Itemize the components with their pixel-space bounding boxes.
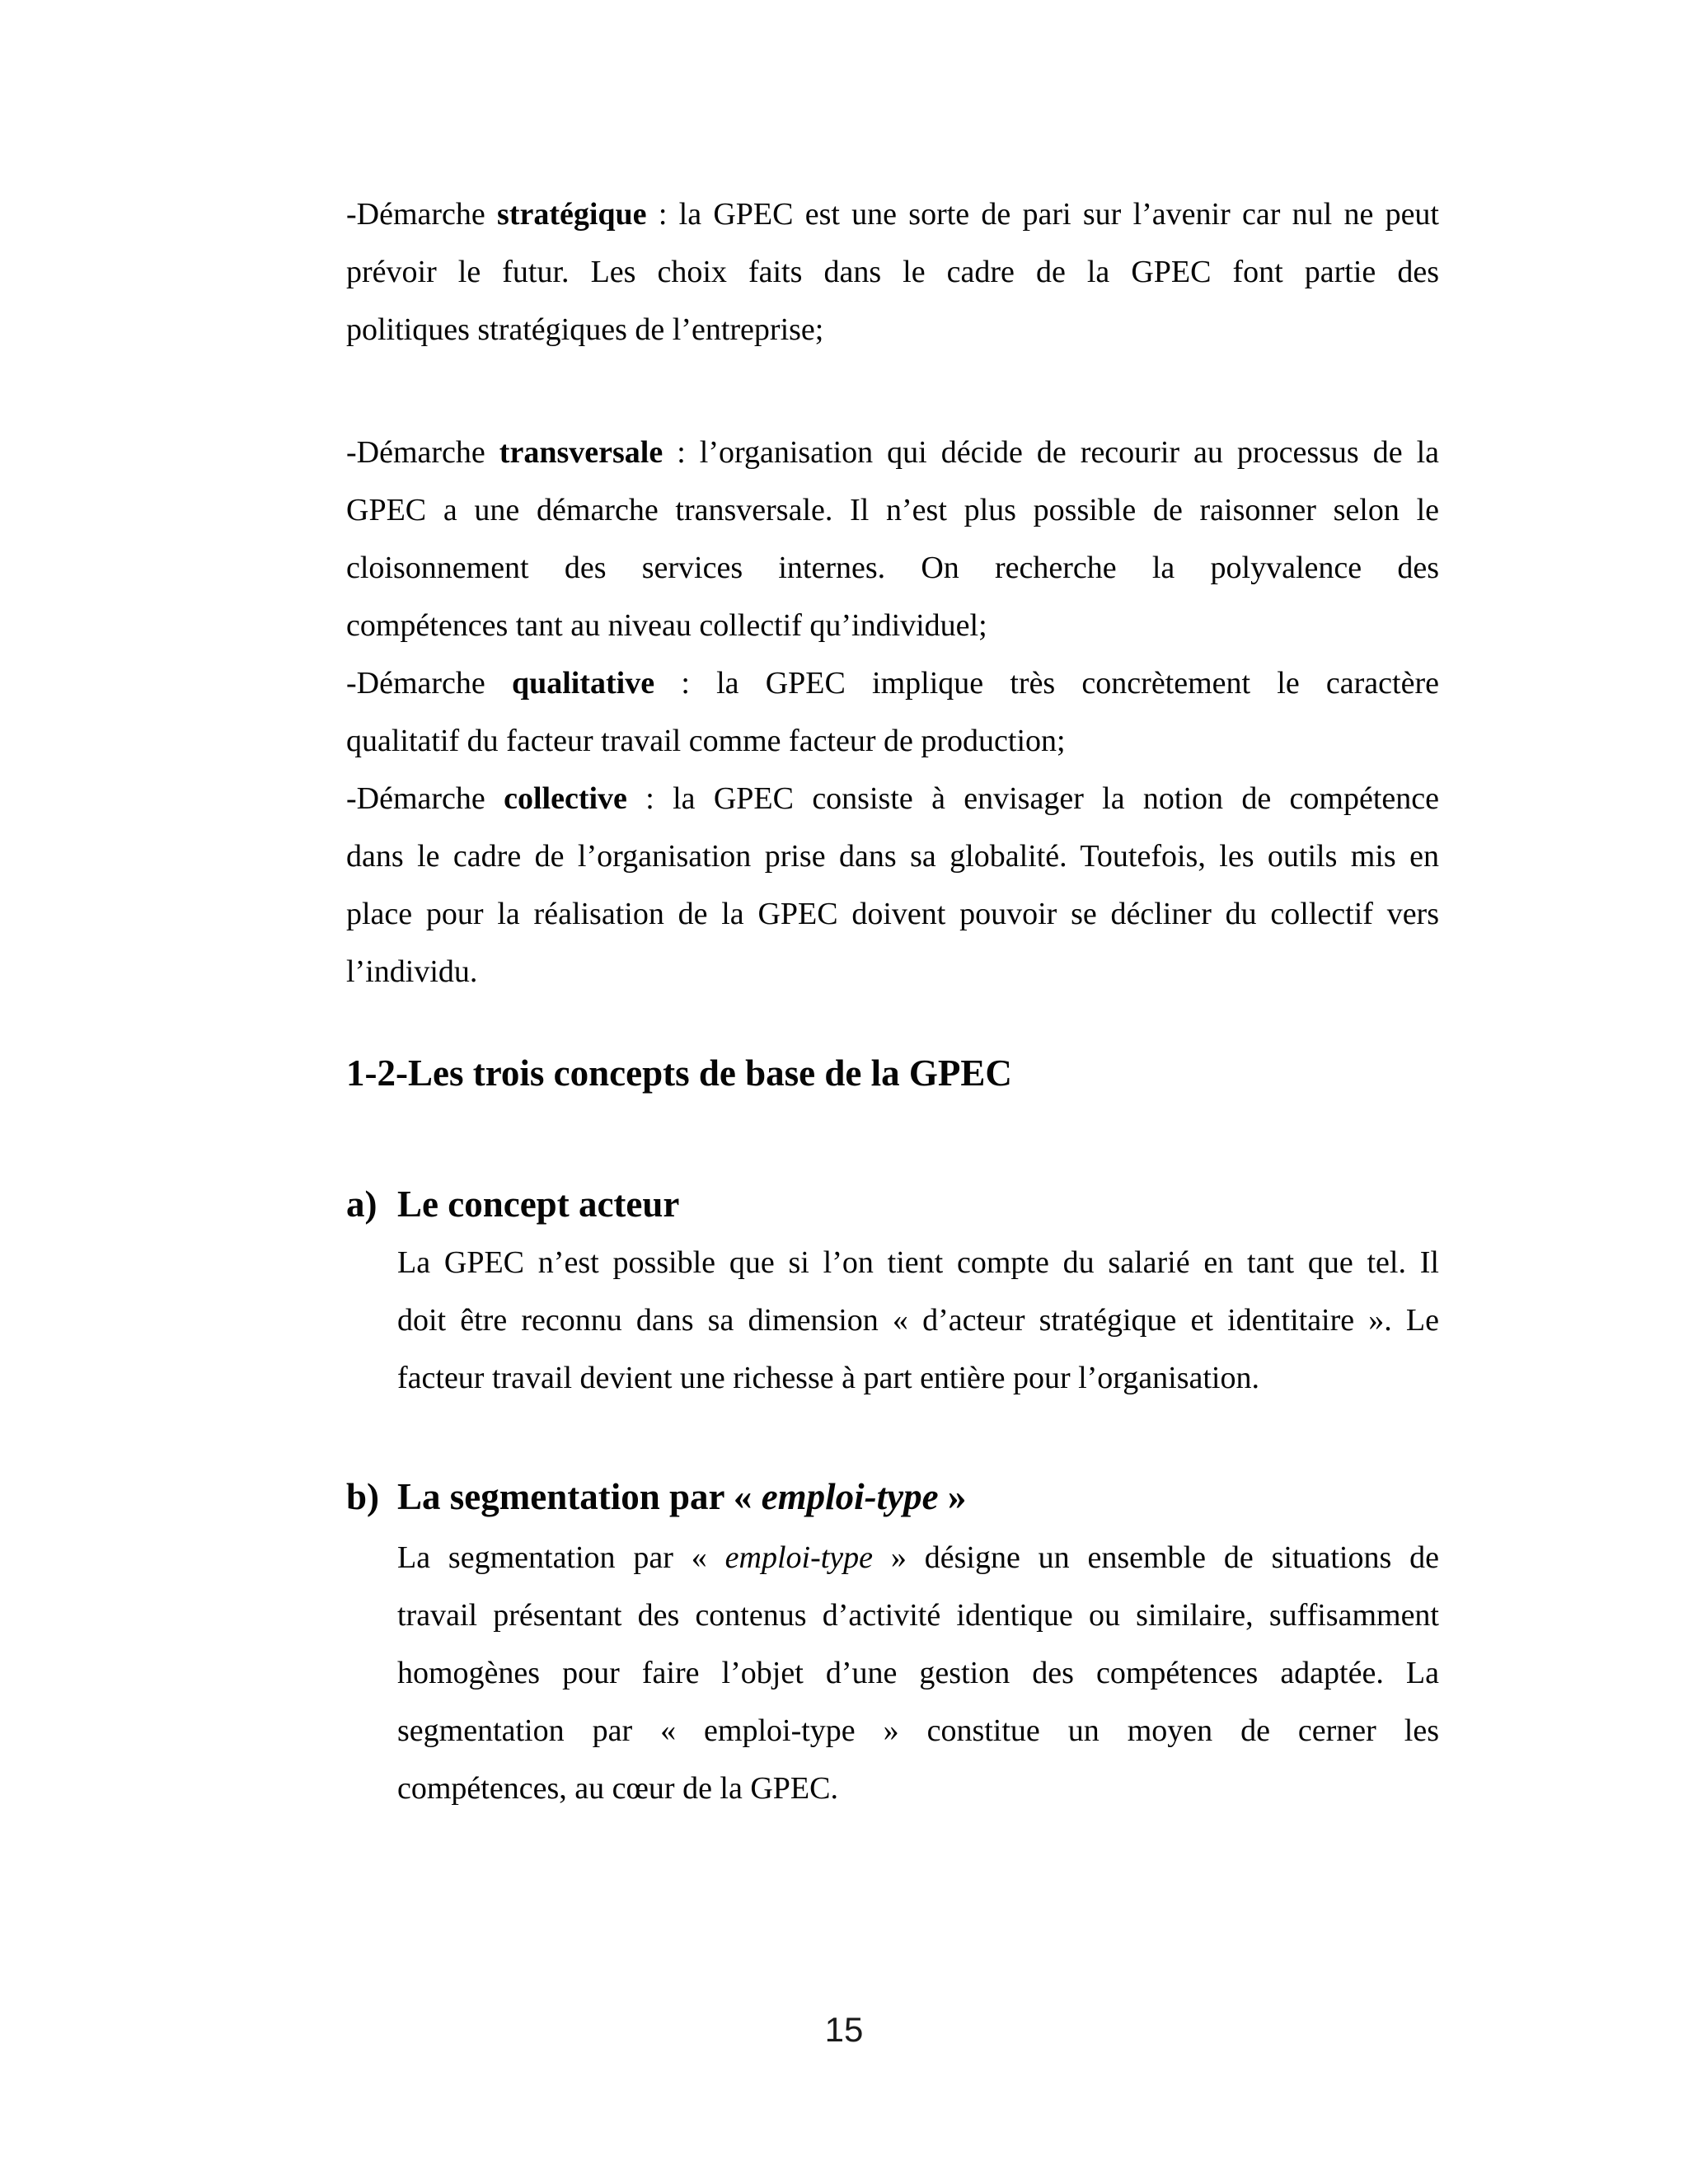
paragraph-demarche-qualitative xyxy=(346,654,1439,770)
text-line xyxy=(346,185,1439,243)
bold-term-qualitative: qualitative xyxy=(511,666,655,701)
text-line: politiques stratégiques de l’entreprise; xyxy=(346,312,824,347)
text-line xyxy=(346,424,1439,481)
paragraph-demarche-collective xyxy=(346,770,1439,1001)
line-prefix: -Démarche xyxy=(346,666,512,701)
text-line xyxy=(397,1529,1439,1586)
text-line: compétences, au cœur de la GPEC. xyxy=(397,1771,838,1806)
bold-term-transversale: transversale xyxy=(499,435,663,470)
bold-term-strategique: stratégique xyxy=(497,197,647,232)
line-rest: » désigne un ensemble de situations de xyxy=(873,1540,1439,1575)
paragraph-concept-acteur xyxy=(397,1234,1439,1407)
text-line: facteur travail devient une richesse à part entière pour l’organisation. xyxy=(397,1361,1259,1395)
line-rest: : la GPEC implique très concrètement le caractère xyxy=(654,666,1439,701)
line-prefix: -Démarche xyxy=(346,435,499,470)
text-line: dans le cadre de l’organisation prise dans sa globalité. Toutefois, les outils mis en xyxy=(346,839,1439,874)
text-line xyxy=(346,654,1439,712)
text-line: travail présentant des contenus d’activité identique ou similaire, suffisamment xyxy=(397,1598,1439,1633)
line-prefix: -Démarche xyxy=(346,197,498,232)
section-heading: 1-2-Les trois concepts de base de la GPEC xyxy=(346,1052,1012,1094)
subheading-b-label: b) xyxy=(346,1476,380,1517)
text-line: cloisonnement des services internes. On recherche la polyvalence des xyxy=(346,551,1439,585)
line-rest: : l’organisation qui décide de recourir au processus de la xyxy=(663,435,1439,470)
paragraph-segmentation-emploi-type xyxy=(397,1529,1439,1817)
text-line: prévoir le futur. Les choix faits dans le cadre de la GPEC font partie des xyxy=(346,255,1439,289)
text-line: place pour la réalisation de la GPEC doivent pouvoir se décliner du collectif vers xyxy=(346,897,1439,931)
text-line: qualitatif du facteur travail comme facteur de production; xyxy=(346,724,1066,758)
line-prefix: La segmentation par « xyxy=(397,1540,725,1575)
subheading-b xyxy=(346,1472,966,1521)
page-number: 15 xyxy=(824,2010,864,2049)
text-line: l’individu. xyxy=(346,954,478,989)
subheading-b-title-italic: emploi-type xyxy=(761,1476,939,1517)
bold-term-collective: collective xyxy=(504,781,627,816)
paragraph-demarche-transversale xyxy=(346,424,1439,654)
text-line: La GPEC n’est possible que si l’on tient compte du salarié en tant que tel. Il xyxy=(397,1245,1439,1280)
text-line xyxy=(346,770,1439,827)
text-line: doit être reconnu dans sa dimension « d’acteur stratégique et identitaire ». Le xyxy=(397,1303,1439,1338)
line-prefix: -Démarche xyxy=(346,781,504,816)
subheading-a-label: a) xyxy=(346,1183,377,1225)
subheading-b-title-pre: La segmentation par « xyxy=(397,1476,762,1517)
text-line: compétences tant au niveau collectif qu’individuel; xyxy=(346,608,987,643)
text-line: segmentation par « emploi-type » constitue un moyen de cerner les xyxy=(397,1713,1439,1748)
line-rest: : la GPEC est une sorte de pari sur l’avenir car nul ne peut xyxy=(646,197,1439,232)
text-line: GPEC a une démarche transversale. Il n’est plus possible de raisonner selon le xyxy=(346,493,1439,527)
subheading-a xyxy=(346,1179,679,1229)
paragraph-demarche-strategique xyxy=(346,185,1439,359)
italic-term-emploi-type: emploi-type xyxy=(724,1540,874,1575)
subheading-a-title: Le concept acteur xyxy=(397,1183,680,1225)
line-rest: : la GPEC consiste à envisager la notion de compétence xyxy=(626,781,1439,816)
subheading-b-title-post: » xyxy=(938,1476,967,1517)
text-line: homogènes pour faire l’objet d’une gestion des compétences adaptée. La xyxy=(397,1656,1439,1690)
